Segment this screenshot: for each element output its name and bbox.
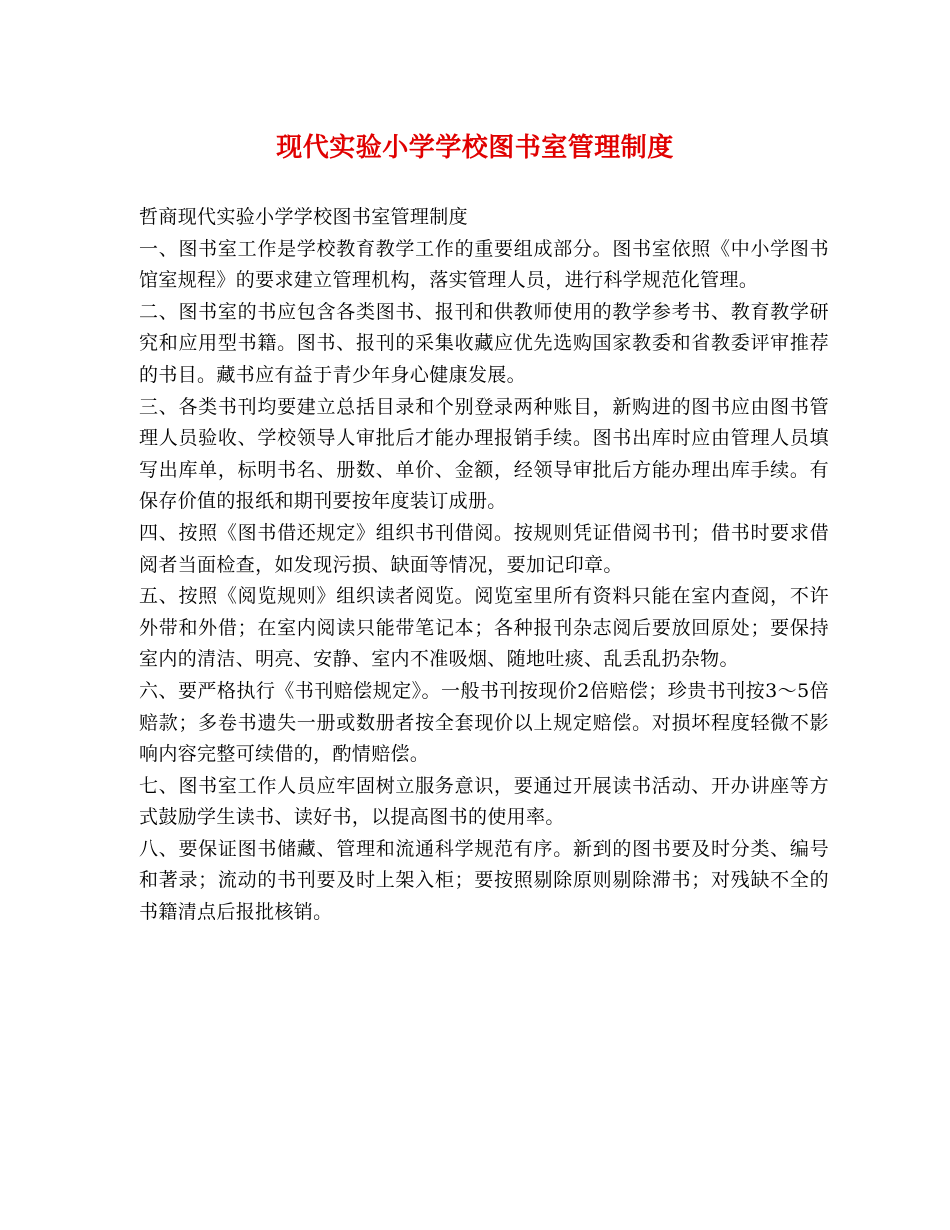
paragraph-3: 三、各类书刊均要建立总括目录和个别登录两种账目，新购进的图书应由图书管理人员验收、学校领导人审批后才能办理报销手续。图书出库时应由管理人员填写出库单，标明书名、册数、单价、金额，经领导审批后方能办理出库手续。有保存价值的报纸和期刊要按年度装订成册。 <box>139 395 829 513</box>
paragraph-5: 五、按照《阅览规则》组织读者阅览。阅览室里所有资料只能在室内查阅，不许外带和外借；在室内阅读只能带笔记本；各种报刊杂志阅后要放回原处；要保持室内的清洁、明亮、安静、室内不准吸烟、随地吐痰、乱丢乱扔杂物。 <box>139 585 829 671</box>
paragraph-6: 六、要严格执行《书刊赔偿规定》。一般书刊按现价2倍赔偿；珍贵书刊按3～5倍赔款；多卷书遗失一册或数册者按全套现价以上规定赔偿。对损坏程度轻微不影响内容完整可续借的，酌情赔偿。 <box>139 679 829 766</box>
paragraph-1: 一、图书室工作是学校教育教学工作的重要组成部分。图书室依照《中小学图书馆室规程》的要求建立管理机构，落实管理人员，进行科学规范化管理。 <box>139 237 829 292</box>
document-title: 现代实验小学学校图书室管理制度 <box>276 133 674 163</box>
paragraph-7: 七、图书室工作人员应牢固树立服务意识，要通过开展读书活动、开办讲座等方式鼓励学生读书、读好书，以提高图书的使用率。 <box>139 774 829 829</box>
document-body <box>139 202 829 929</box>
paragraph-8: 八、要保证图书储藏、管理和流通科学规范有序。新到的图书要及时分类、编号和著录；流动的书刊要及时上架入柜；要按照剔除原则剔除滞书；对残缺不全的书籍清点后报批核销。 <box>139 837 829 924</box>
document-subtitle: 哲商现代实验小学学校图书室管理制度 <box>139 206 468 228</box>
paragraph-4: 四、按照《图书借还规定》组织书刊借阅。按规则凭证借阅书刊；借书时要求借阅者当面检查，如发现污损、缺面等情况，要加记印章。 <box>139 521 829 576</box>
paragraph-2: 二、图书室的书应包含各类图书、报刊和供教师使用的教学参考书、教育教学研究和应用型书籍。图书、报刊的采集收藏应优先选购国家教委和省教委评审推荐的书目。藏书应有益于青少年身心健康发展。 <box>139 300 829 386</box>
